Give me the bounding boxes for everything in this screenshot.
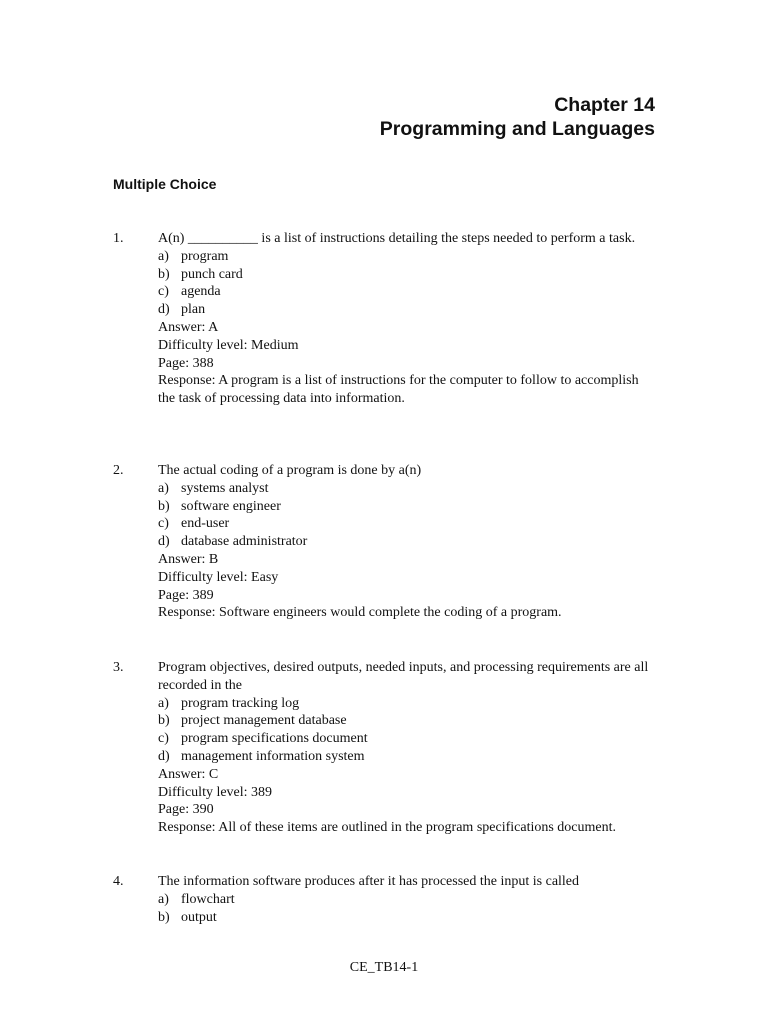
option-text: agenda xyxy=(181,284,221,300)
option-text: program tracking log xyxy=(181,695,300,711)
option-text: flowchart xyxy=(181,891,235,907)
difficulty-level: Difficulty level: Easy xyxy=(158,569,279,585)
option-c xyxy=(158,283,658,301)
option-d xyxy=(158,301,658,319)
question-text: A(n) __________ is a list of instructions detailing the steps needed to perform a task. xyxy=(158,231,636,246)
option-text: program xyxy=(181,248,229,264)
option-letter: b) xyxy=(158,266,170,282)
question-1 xyxy=(113,230,658,408)
option-text: systems analyst xyxy=(181,480,269,496)
page-footer: CE_TB14-1 xyxy=(349,960,419,975)
option-a xyxy=(158,695,658,713)
option-text: software engineer xyxy=(181,498,281,514)
chapter-heading xyxy=(380,93,655,141)
option-a xyxy=(158,248,658,266)
option-letter: a) xyxy=(158,891,169,907)
question-number: 3. xyxy=(113,660,124,675)
option-text: end-user xyxy=(181,516,230,532)
option-text: punch card xyxy=(181,266,243,282)
option-c xyxy=(158,730,658,748)
option-letter: a) xyxy=(158,695,169,711)
option-letter: b) xyxy=(158,909,170,925)
option-b xyxy=(158,498,658,516)
question-text: The information software produces after it has processed the input is called xyxy=(158,874,580,889)
option-letter: c) xyxy=(158,284,169,300)
option-c xyxy=(158,515,658,533)
option-letter: d) xyxy=(158,302,170,318)
option-text: program specifications document xyxy=(181,731,368,747)
question-number: 2. xyxy=(113,463,124,478)
question-text: Program objectives, desired outputs, needed inputs, and processing requirements are all recorded in the xyxy=(158,660,649,693)
option-b xyxy=(158,712,658,730)
option-letter: c) xyxy=(158,516,169,532)
option-text: management information system xyxy=(181,748,365,764)
difficulty-level: Difficulty level: 389 xyxy=(158,784,273,800)
option-letter: b) xyxy=(158,713,170,729)
option-text: project management database xyxy=(181,713,347,729)
page-reference: Page: 388 xyxy=(158,355,214,371)
difficulty-level: Difficulty level: Medium xyxy=(158,337,299,353)
question-3 xyxy=(113,659,658,837)
question-text: The actual coding of a program is done by a(n) xyxy=(158,463,422,478)
response: Response: All of these items are outlined in the program specifications document. xyxy=(158,820,617,836)
option-a xyxy=(158,891,658,909)
option-b xyxy=(158,909,658,927)
answer: Answer: C xyxy=(158,766,219,782)
option-text: database administrator xyxy=(181,534,308,550)
option-d xyxy=(158,748,658,766)
option-a xyxy=(158,480,658,498)
question-number: 4. xyxy=(113,874,124,889)
page-reference: Page: 389 xyxy=(158,587,214,603)
option-d xyxy=(158,533,658,551)
answer: Answer: B xyxy=(158,551,219,567)
answer: Answer: A xyxy=(158,319,219,335)
question-number: 1. xyxy=(113,231,124,246)
response: Response: A program is a list of instructions for the computer to follow to accomplish the task of processing data into information. xyxy=(158,373,639,407)
page-reference: Page: 390 xyxy=(158,802,214,818)
option-text: plan xyxy=(181,302,206,318)
chapter-title: Programming and Languages xyxy=(379,118,655,140)
option-letter: d) xyxy=(158,748,170,764)
option-letter: d) xyxy=(158,534,170,550)
chapter-number: Chapter 14 xyxy=(554,94,655,116)
option-letter: a) xyxy=(158,248,169,264)
option-text: output xyxy=(181,909,217,925)
option-letter: a) xyxy=(158,480,169,496)
option-b xyxy=(158,266,658,284)
option-letter: b) xyxy=(158,498,170,514)
question-4 xyxy=(113,873,658,926)
option-letter: c) xyxy=(158,731,169,747)
question-2 xyxy=(113,462,658,622)
section-heading: Multiple Choice xyxy=(113,176,217,192)
response: Response: Software engineers would complete the coding of a program. xyxy=(158,605,562,621)
